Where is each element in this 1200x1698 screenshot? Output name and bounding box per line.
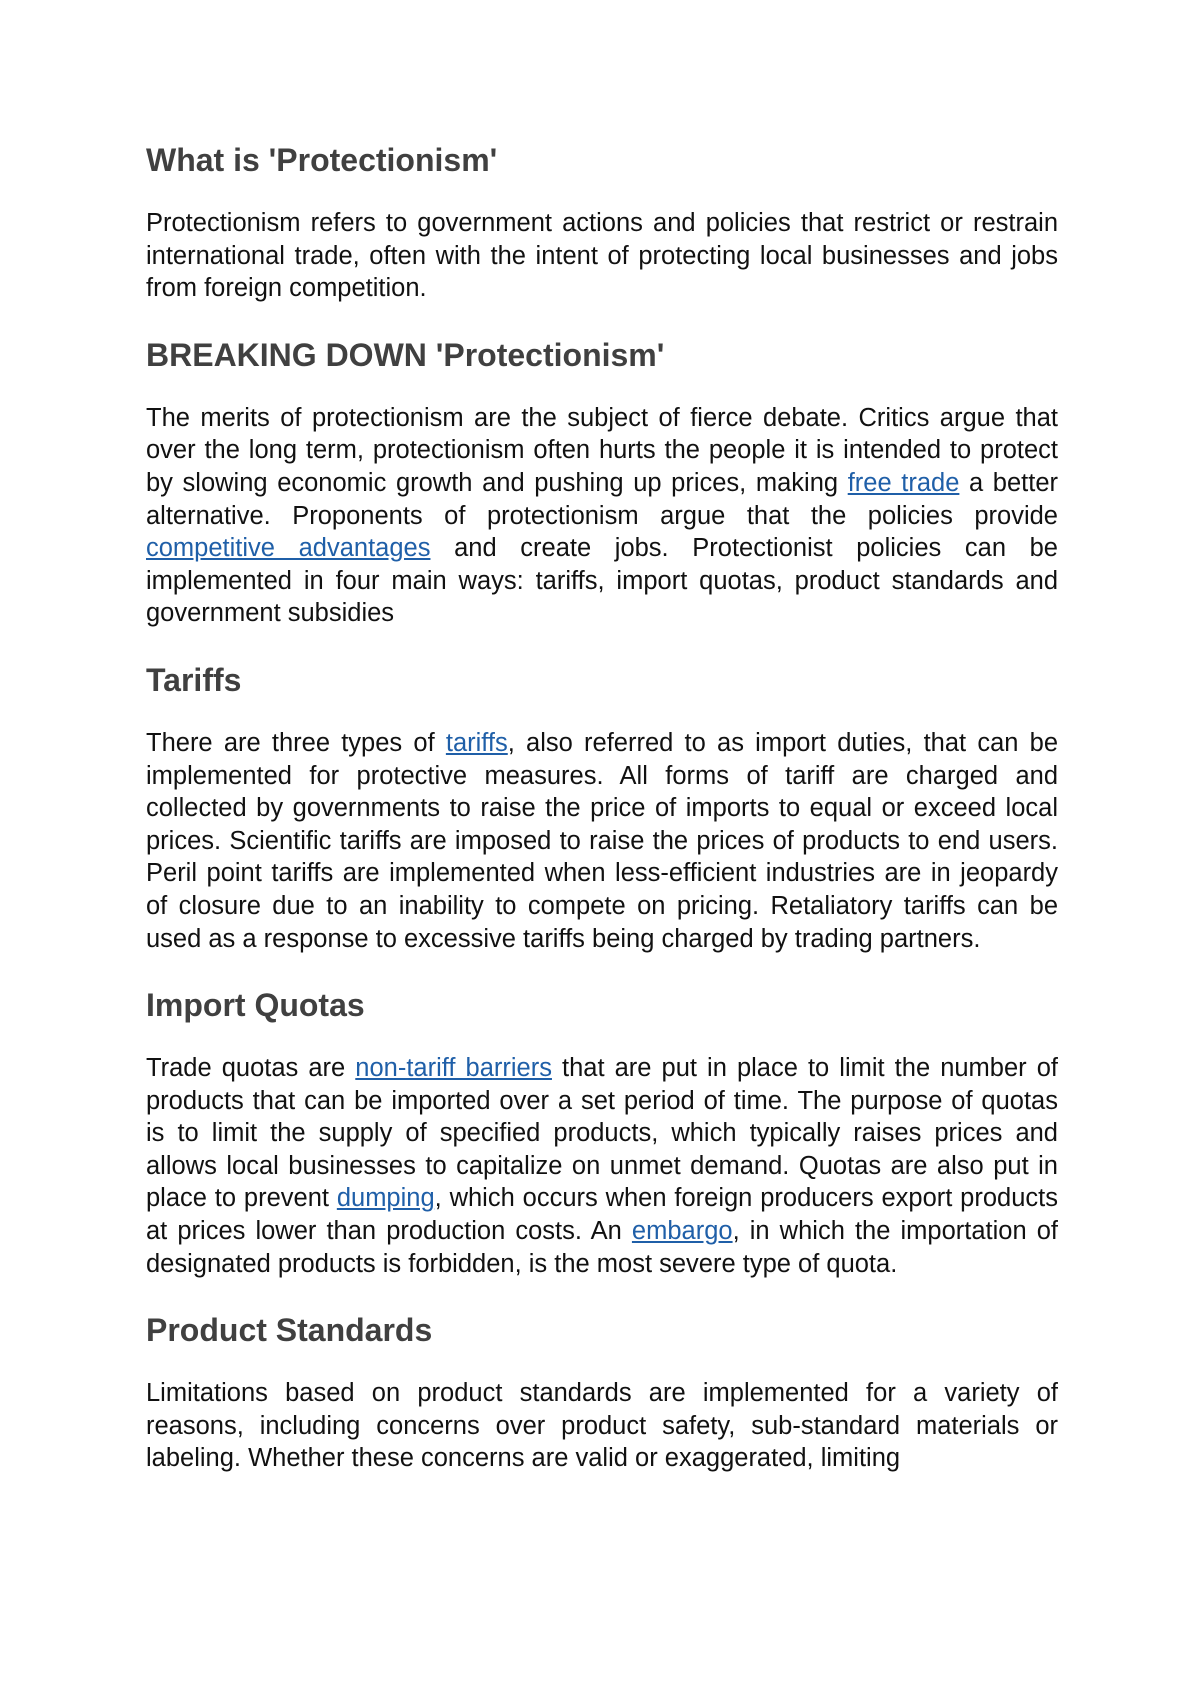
- text-run: There are three types of: [146, 728, 446, 757]
- paragraph-product-standards: [146, 1377, 1058, 1475]
- section-heading-product-standards: Product Standards: [146, 1312, 433, 1349]
- link-non-tariff-barriers[interactable]: non-tariff barriers: [355, 1054, 552, 1083]
- text-run: , which occurs when foreign producers export products at prices lower than production costs. An: [146, 1184, 1058, 1246]
- section-heading-what-is: What is 'Protectionism': [146, 142, 498, 178]
- section-heading-tariffs: Tariffs: [146, 661, 242, 698]
- text-run: Trade quotas are: [146, 1054, 356, 1083]
- document-page: [146, 140, 1058, 1475]
- text-run: and create jobs. Protectionist policies can be implemented in four main ways: tariffs, import quotas, product standards and government subsidies: [146, 534, 1058, 628]
- paragraph-definition: [146, 207, 1058, 305]
- paragraph-import-quotas: [146, 1052, 1058, 1280]
- link-competitive-advantages[interactable]: competitive advantages: [146, 534, 431, 563]
- link-tariffs[interactable]: tariffs: [445, 728, 508, 757]
- text-run: Protectionism refers to government actions and policies that restrict or restrain international trade, often with the intent of protecting local businesses and jobs from foreign competition.: [146, 209, 1058, 303]
- text-run: The merits of protectionism are the subject of fierce debate. Critics argue that over the long term, protectionism often hurts the people it is intended to protect by slowing economic growth and pushing up prices, making: [146, 403, 1058, 497]
- paragraph-breaking-down: [146, 402, 1058, 630]
- link-embargo[interactable]: embargo: [631, 1217, 733, 1246]
- paragraph-tariffs: [146, 727, 1058, 955]
- section-heading-import-quotas: Import Quotas: [146, 987, 365, 1024]
- text-run: , also referred to as import duties, that can be implemented for protective measures. All forms of tariff are charged and collected by governments to raise the price of imports to equal or exceed local prices. Scientific tariffs are imposed to raise the prices of products to end users. Peril point tariffs are implemented when less-efficient industries are in jeopardy of closure due to an inability to compete on pricing. Retaliatory tariffs can be used as a response to excessive tariffs being charged by trading partners.: [146, 728, 1059, 953]
- link-dumping[interactable]: dumping: [336, 1184, 435, 1213]
- text-run: a better alternative. Proponents of protectionism argue that the policies provide: [146, 468, 1059, 530]
- text-run: Limitations based on product standards are implemented for a variety of reasons, including concerns over product safety, sub-standard materials or labeling. Whether these concerns are valid or exaggerated, limiting: [146, 1379, 1058, 1473]
- text-run: that are put in place to limit the number of products that can be imported over a set period of time. The purpose of quotas is to limit the supply of specified products, which typically raises prices and allows local businesses to capitalize on unmet demand. Quotas are also put in place to prevent: [146, 1054, 1058, 1213]
- text-run: , in which the importation of designated products is forbidden, is the most severe type of quota.: [146, 1217, 1058, 1278]
- section-heading-breaking-down: BREAKING DOWN 'Protectionism': [146, 336, 665, 373]
- link-free-trade[interactable]: free trade: [847, 468, 960, 497]
